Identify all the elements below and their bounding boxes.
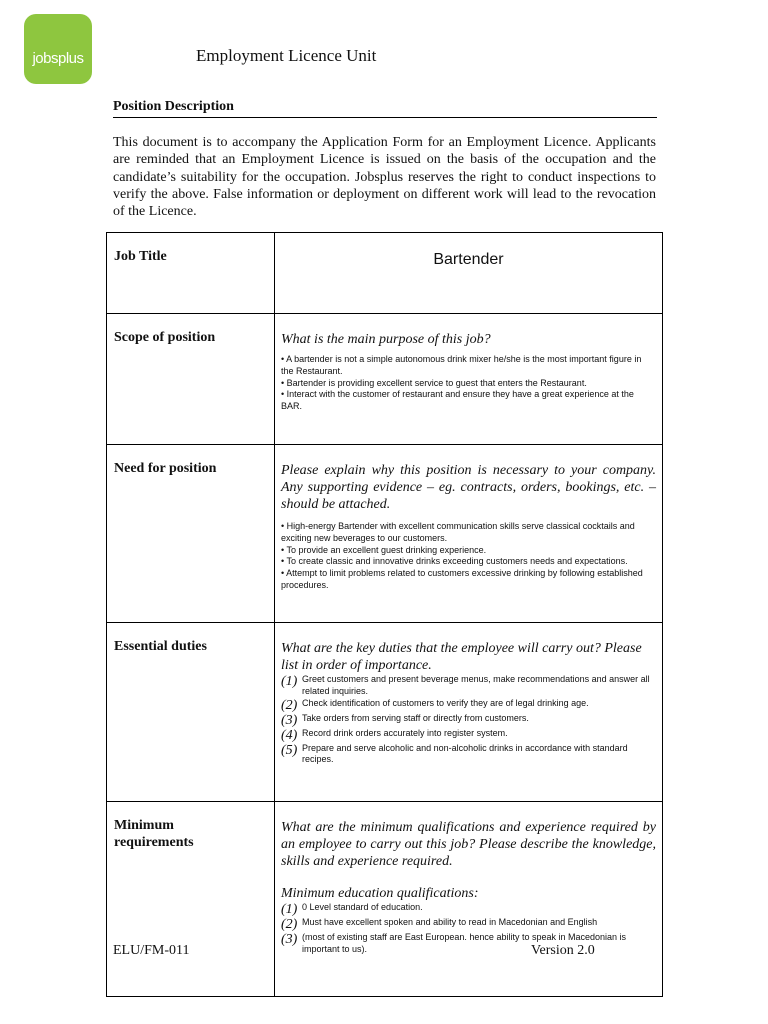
item-text: Take orders from serving staff or directly from customers. <box>302 712 529 723</box>
list-item <box>281 917 656 932</box>
need-bullet: • High-energy Bartender with excellent communication skills serve classical cocktails and exciting new beverages to our customers. <box>281 521 635 543</box>
list-item <box>281 698 656 713</box>
table-row-need <box>107 445 663 623</box>
duties-list <box>281 674 656 766</box>
item-text: 0 Level standard of education. <box>302 902 423 912</box>
item-number: (2) <box>281 917 298 932</box>
job-title-value: Bartender <box>433 251 504 268</box>
form-code: ELU/FM-011 <box>113 943 190 958</box>
minimum-question: What are the minimum qualifications and experience required by an employee to carry out this job? Please describe the knowledge, skills and experience required. <box>281 820 656 869</box>
table-row-scope <box>107 314 663 445</box>
need-bullet: • To create classic and innovative drinks exceeding customers needs and expectations. <box>281 556 628 567</box>
minimum-label-line: Minimum <box>114 818 174 833</box>
item-text: Record drink orders accurately into register system. <box>302 727 508 738</box>
duties-question: What are the key duties that the employee will carry out? Please list in order of importance. <box>281 641 642 673</box>
need-label: Need for position <box>107 445 275 623</box>
list-item <box>281 728 656 743</box>
item-number: (3) <box>281 712 298 728</box>
item-number: (5) <box>281 742 298 758</box>
scope-bullet: • Interact with the customer of restaurant and ensure they have a great experience at the BAR. <box>281 389 634 412</box>
section-heading: Position Description <box>113 99 657 118</box>
item-number: (1) <box>281 902 298 917</box>
item-number: (3) <box>281 932 298 947</box>
minimum-label <box>107 802 275 997</box>
list-item <box>281 932 656 956</box>
item-text: Greet customers and present beverage menus, make recommendations and answer all related inquiries. <box>302 674 650 696</box>
item-number: (1) <box>281 674 298 689</box>
list-item <box>281 902 656 917</box>
table-row-job-title <box>107 233 663 314</box>
need-question: Please explain why this position is necessary to your company. Any supporting evidence – eg. contracts, orders, bookings, etc. – should be attached. <box>281 463 656 512</box>
table-row-minimum <box>107 802 663 997</box>
item-number: (4) <box>281 727 298 743</box>
job-title-label: Job Title <box>107 233 275 314</box>
position-table <box>106 232 663 997</box>
minimum-label-line: requirements <box>114 835 194 850</box>
version-label: Version 2.0 <box>531 943 595 958</box>
logo-text: jobsplus <box>32 49 84 67</box>
item-text: Must have excellent spoken and ability to read in Macedonian and English <box>302 917 598 927</box>
intro-paragraph: This document is to accompany the Application Form for an Employment Licence. Applicants are reminded that an Employment Licence is issued on the basis of the occupation and the candidate’s suitability for the occupation. Jobsplus reserves the right to conduct inspections to verify the above. False information or deployment on different work will lead to the revocation of the Licence. <box>113 135 656 220</box>
scope-bullet: • A bartender is not a simple autonomous drink mixer he/she is the most important figure in the Restaurant. <box>281 354 642 376</box>
scope-label: Scope of position <box>107 314 275 445</box>
need-bullet: • To provide an excellent guest drinking experience. <box>281 544 487 555</box>
need-bullet: • Attempt to limit problems related to customers excessive drinking by following established procedures. <box>281 568 643 590</box>
duties-label: Essential duties <box>107 623 275 802</box>
table-row-duties <box>107 623 663 802</box>
item-number: (2) <box>281 697 298 713</box>
list-item <box>281 713 656 728</box>
scope-question: What is the main purpose of this job? <box>281 332 491 347</box>
item-text: Prepare and serve alcoholic and non-alcoholic drinks in accordance with standard recipes. <box>302 742 628 765</box>
list-item <box>281 674 656 698</box>
item-text: Check identification of customers to verify they are of legal drinking age. <box>302 697 589 708</box>
list-item <box>281 743 656 767</box>
jobsplus-logo <box>24 14 92 84</box>
scope-bullet: • Bartender is providing excellent service to guest that enters the Restaurant. <box>281 377 587 388</box>
item-text: (most of existing staff are East European. hence ability to speak in Macedonian is important to us). <box>302 932 627 954</box>
minimum-list <box>281 902 656 956</box>
page-title: Employment Licence Unit <box>196 46 377 65</box>
minimum-subheading: Minimum education qualifications: <box>281 886 479 901</box>
